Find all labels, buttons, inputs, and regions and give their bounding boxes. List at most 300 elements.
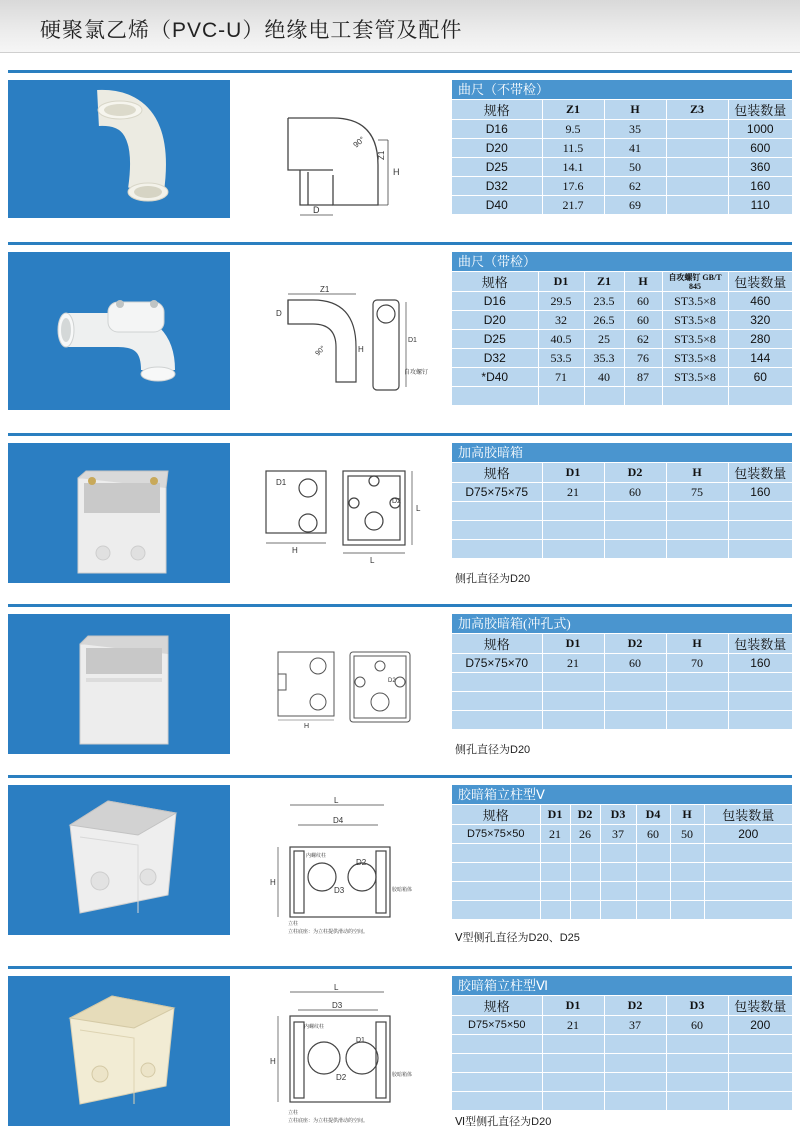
- table-row: [452, 844, 792, 863]
- table-cell: [542, 711, 604, 730]
- drawing-label-pillar-base: 立柱底座：为立柱提供滑动的空间。: [288, 929, 369, 935]
- product-photo-punched-box: [8, 614, 230, 754]
- table-cell: [666, 673, 728, 692]
- table-cell: 60: [604, 483, 666, 502]
- table-cell: 17.6: [542, 177, 604, 196]
- drawing-label-d1: D1: [276, 478, 287, 487]
- table-cell: [670, 882, 704, 901]
- header-cell: H: [604, 100, 666, 120]
- table-row: [452, 1073, 792, 1092]
- technical-drawing-punched-box: [238, 614, 440, 754]
- header-cell: H: [666, 463, 728, 483]
- header-cell: 包装数量: [728, 634, 792, 654]
- table-cell: 62: [624, 330, 662, 349]
- table-cell: 21: [540, 825, 570, 844]
- drawing-label-h: H: [358, 345, 364, 354]
- table-cell: [540, 901, 570, 920]
- drawing-label-angle: 90°: [351, 134, 367, 150]
- table-cell: 76: [624, 349, 662, 368]
- table-cell: [542, 502, 604, 521]
- table-cell: [704, 901, 792, 920]
- table-cell: 460: [728, 292, 792, 311]
- table-cell: D75×75×50: [452, 825, 540, 844]
- table-cell: [604, 1073, 666, 1092]
- header-cell: 包装数量: [728, 272, 792, 292]
- table-row: [452, 825, 792, 844]
- table-cell: [728, 673, 792, 692]
- header-cell: 包装数量: [704, 805, 792, 825]
- header-cell: Z1: [542, 100, 604, 120]
- drawing-label-thread-column: 内螺纹柱: [306, 853, 327, 859]
- table-cell: 40: [584, 368, 624, 387]
- page-title: 硬聚氯乙烯（PVC-U）绝缘电工套管及配件: [40, 19, 463, 42]
- table-cell: [540, 844, 570, 863]
- table-cell: D75×75×70: [452, 654, 542, 673]
- table-cell: 60: [728, 368, 792, 387]
- table-cell: [666, 521, 728, 540]
- table-cell: 320: [728, 311, 792, 330]
- table-cell: [728, 502, 792, 521]
- side-hole-note: 侧孔直径为D20: [455, 744, 531, 756]
- table-row: [452, 292, 792, 311]
- drawing-label-d3: D3: [334, 886, 345, 895]
- header-cell: 规格: [452, 100, 542, 120]
- table-cell: 25: [584, 330, 624, 349]
- product-photo-elbow: [8, 80, 230, 218]
- spec-table-1: [452, 252, 792, 406]
- table-cell: [452, 711, 542, 730]
- header-cell: D3: [600, 805, 636, 825]
- header-cell: D1: [542, 996, 604, 1016]
- header-cell: D2: [604, 463, 666, 483]
- spec-table-0: [452, 80, 792, 215]
- table-cell: [452, 540, 542, 559]
- table-row: [452, 863, 792, 882]
- spec-caption: 加高胶暗箱: [452, 443, 792, 463]
- header-cell: 包装数量: [728, 996, 792, 1016]
- technical-drawing-junction-box: [238, 443, 440, 583]
- header-cell: 规格: [452, 272, 538, 292]
- technical-drawing-inspection-elbow: [238, 252, 440, 410]
- table-cell: ST3.5×8: [662, 330, 728, 349]
- table-row: [452, 1016, 792, 1035]
- table-cell: [604, 1035, 666, 1054]
- table-cell: 200: [728, 1016, 792, 1035]
- header-cell: 规格: [452, 996, 542, 1016]
- technical-drawing-pillar-box-v: [238, 785, 440, 935]
- table-cell: [666, 1073, 728, 1092]
- header-cell: D2: [570, 805, 600, 825]
- table-cell: [704, 863, 792, 882]
- table-cell: [542, 540, 604, 559]
- table-cell: [540, 863, 570, 882]
- table-cell: [728, 387, 792, 406]
- table-cell: [584, 387, 624, 406]
- table-cell: 32: [538, 311, 584, 330]
- header-cell: D2: [604, 634, 666, 654]
- table-cell: [452, 844, 540, 863]
- table-cell: 60: [624, 292, 662, 311]
- table-cell: 35: [604, 120, 666, 139]
- spec-caption: 曲尺（不带检）: [452, 80, 792, 100]
- table-cell: [542, 1035, 604, 1054]
- drawing-label-h: H: [292, 546, 298, 555]
- table-cell: ST3.5×8: [662, 368, 728, 387]
- table-row: [452, 521, 792, 540]
- table-cell: [452, 1035, 542, 1054]
- table-cell: [600, 882, 636, 901]
- table-cell: [570, 882, 600, 901]
- table-row: [452, 100, 792, 120]
- spec-caption: 曲尺（带检）: [452, 252, 792, 272]
- table-cell: D25: [452, 330, 538, 349]
- spec-caption: 胶暗箱立柱型Ⅴ: [452, 785, 792, 805]
- table-row: [452, 901, 792, 920]
- table-row: [452, 177, 792, 196]
- drawing-label-h: H: [393, 167, 400, 177]
- table-cell: 69: [604, 196, 666, 215]
- table-cell: 50: [670, 825, 704, 844]
- table-cell: 37: [604, 1016, 666, 1035]
- header-cell: 规格: [452, 463, 542, 483]
- table-cell: [600, 844, 636, 863]
- table-cell: [704, 844, 792, 863]
- header-cell: 包装数量: [728, 463, 792, 483]
- table-row: [452, 330, 792, 349]
- header-cell: 规格: [452, 805, 540, 825]
- table-cell: 60: [624, 311, 662, 330]
- table-cell: [666, 158, 728, 177]
- table-cell: [542, 1054, 604, 1073]
- product-photo-inspection-elbow: [8, 252, 230, 410]
- table-cell: [542, 1092, 604, 1111]
- table-cell: 53.5: [538, 349, 584, 368]
- table-cell: D40: [452, 196, 542, 215]
- table-row: [452, 1035, 792, 1054]
- header-cell: Z1: [584, 272, 624, 292]
- table-row: [452, 387, 792, 406]
- table-cell: [604, 1054, 666, 1073]
- drawing-label-d2: D2: [356, 858, 367, 867]
- spec-caption: 胶暗箱立柱型Ⅵ: [452, 976, 792, 996]
- table-cell: 60: [666, 1016, 728, 1035]
- table-cell: [452, 901, 540, 920]
- drawing-label-d2: D2: [392, 498, 401, 505]
- drawing-label-pillar: 立柱: [288, 921, 299, 927]
- drawing-label-l: L: [334, 796, 339, 805]
- table-row: [452, 996, 792, 1016]
- table-cell: D20: [452, 139, 542, 158]
- table-cell: [452, 882, 540, 901]
- table-cell: 21: [542, 483, 604, 502]
- table-cell: [728, 711, 792, 730]
- page-header: [0, 0, 800, 53]
- drawing-label-d3: D3: [332, 1001, 343, 1010]
- table-cell: [452, 1073, 542, 1092]
- table-cell: D32: [452, 349, 538, 368]
- drawing-label-screw: 自攻螺钉: [404, 369, 429, 376]
- table-cell: [666, 711, 728, 730]
- table-cell: [666, 1092, 728, 1111]
- table-cell: 26.5: [584, 311, 624, 330]
- section-divider: [8, 966, 792, 969]
- table-cell: [452, 692, 542, 711]
- drawing-label-box-body: 胶暗箱体: [392, 887, 413, 893]
- technical-drawing-pillar-box-vi: [238, 976, 440, 1126]
- table-cell: [728, 1092, 792, 1111]
- table-cell: D75×75×50: [452, 1016, 542, 1035]
- table-cell: [542, 692, 604, 711]
- table-cell: 160: [728, 654, 792, 673]
- table-row: [452, 463, 792, 483]
- table-cell: [604, 673, 666, 692]
- table-cell: 71: [538, 368, 584, 387]
- table-row: [452, 272, 792, 292]
- table-cell: ST3.5×8: [662, 349, 728, 368]
- header-cell: 规格: [452, 634, 542, 654]
- table-cell: 9.5: [542, 120, 604, 139]
- header-cell: D1: [542, 463, 604, 483]
- table-cell: 87: [624, 368, 662, 387]
- drawing-label-thread-column: 内螺纹柱: [304, 1024, 325, 1030]
- table-cell: 29.5: [538, 292, 584, 311]
- table-cell: 160: [728, 483, 792, 502]
- table-cell: [604, 540, 666, 559]
- table-cell: D16: [452, 292, 538, 311]
- table-cell: [670, 844, 704, 863]
- table-row: [452, 158, 792, 177]
- spec-table-5: [452, 976, 792, 1111]
- table-cell: [728, 1054, 792, 1073]
- table-cell: [666, 196, 728, 215]
- table-cell: 35.3: [584, 349, 624, 368]
- spec-table-4: [452, 785, 792, 920]
- table-cell: [636, 844, 670, 863]
- drawing-label-z1: Z1: [377, 150, 386, 160]
- table-row: [452, 1054, 792, 1073]
- drawing-label-d1: D1: [408, 337, 417, 344]
- table-cell: [728, 692, 792, 711]
- table-cell: [452, 521, 542, 540]
- table-cell: [728, 1035, 792, 1054]
- table-cell: [604, 521, 666, 540]
- table-row: [452, 1092, 792, 1111]
- table-cell: 21: [542, 654, 604, 673]
- drawing-label-pillar: 立柱: [288, 1110, 299, 1116]
- drawing-label-z1: Z1: [320, 285, 330, 294]
- header-cell: H: [670, 805, 704, 825]
- header-cell: H: [666, 634, 728, 654]
- table-cell: 200: [704, 825, 792, 844]
- table-row: [452, 196, 792, 215]
- drawing-label-d: D: [276, 309, 282, 318]
- drawing-label-d2: D2: [388, 678, 396, 684]
- table-cell: [666, 540, 728, 559]
- header-cell: D4: [636, 805, 670, 825]
- table-cell: 60: [604, 654, 666, 673]
- header-cell: D1: [538, 272, 584, 292]
- drawing-label-d: D: [313, 205, 320, 215]
- table-cell: [542, 1073, 604, 1092]
- table-cell: 70: [666, 654, 728, 673]
- product-photo-pillar-box-v: [8, 785, 230, 935]
- table-cell: [666, 139, 728, 158]
- table-cell: 41: [604, 139, 666, 158]
- spec-table-3: [452, 614, 792, 730]
- table-cell: D25: [452, 158, 542, 177]
- table-cell: [452, 1092, 542, 1111]
- table-cell: 40.5: [538, 330, 584, 349]
- table-cell: 14.1: [542, 158, 604, 177]
- table-cell: 600: [728, 139, 792, 158]
- table-cell: [636, 882, 670, 901]
- table-cell: ST3.5×8: [662, 292, 728, 311]
- table-cell: 360: [728, 158, 792, 177]
- table-cell: [666, 1054, 728, 1073]
- table-cell: [600, 901, 636, 920]
- table-row: [452, 540, 792, 559]
- table-row: [452, 692, 792, 711]
- table-cell: 26: [570, 825, 600, 844]
- table-cell: [666, 120, 728, 139]
- table-cell: [670, 901, 704, 920]
- table-cell: 37: [600, 825, 636, 844]
- header-cell: D1: [540, 805, 570, 825]
- table-cell: 160: [728, 177, 792, 196]
- table-cell: 144: [728, 349, 792, 368]
- drawing-label-l: L: [334, 983, 339, 992]
- drawing-label-d1: D1: [356, 1037, 365, 1044]
- table-cell: 280: [728, 330, 792, 349]
- section-divider: [8, 604, 792, 607]
- table-cell: 50: [604, 158, 666, 177]
- table-cell: [570, 844, 600, 863]
- table-row: [452, 311, 792, 330]
- table-row: [452, 654, 792, 673]
- table-cell: 21.7: [542, 196, 604, 215]
- drawing-label-l-bottom: L: [370, 556, 375, 565]
- table-row: [452, 368, 792, 387]
- drawing-label-h: H: [304, 723, 310, 730]
- table-row: [452, 349, 792, 368]
- table-cell: [600, 863, 636, 882]
- table-cell: 21: [542, 1016, 604, 1035]
- table-cell: [604, 502, 666, 521]
- drawing-label-d2: D2: [336, 1073, 347, 1082]
- table-row: [452, 120, 792, 139]
- side-hole-note: Ⅴ型侧孔直径为D20、D25: [455, 932, 580, 944]
- table-cell: [542, 673, 604, 692]
- table-cell: D20: [452, 311, 538, 330]
- table-cell: [604, 692, 666, 711]
- header-cell: D3: [666, 996, 728, 1016]
- technical-drawing-elbow: [238, 80, 440, 218]
- product-photo-pillar-box-vi: [8, 976, 230, 1126]
- table-row: [452, 502, 792, 521]
- table-cell: [728, 540, 792, 559]
- table-cell: [452, 502, 542, 521]
- section-divider: [8, 433, 792, 436]
- table-cell: ST3.5×8: [662, 311, 728, 330]
- table-cell: *D40: [452, 368, 538, 387]
- table-row: [452, 483, 792, 502]
- spec-table-2: [452, 443, 792, 559]
- table-cell: [662, 387, 728, 406]
- table-cell: [542, 521, 604, 540]
- table-cell: [452, 863, 540, 882]
- drawing-label-l-side: L: [416, 504, 421, 513]
- header-cell: D1: [542, 634, 604, 654]
- table-cell: D16: [452, 120, 542, 139]
- table-cell: [540, 882, 570, 901]
- table-cell: [666, 502, 728, 521]
- table-cell: [666, 692, 728, 711]
- table-row: [452, 673, 792, 692]
- table-row: [452, 805, 792, 825]
- table-cell: [666, 177, 728, 196]
- header-cell: 包装数量: [728, 100, 792, 120]
- table-cell: D32: [452, 177, 542, 196]
- header-cell: Z3: [666, 100, 728, 120]
- table-cell: [704, 882, 792, 901]
- drawing-label-pillar-base: 立柱底座：为立柱提供滑动的空间。: [288, 1118, 369, 1124]
- product-photo-junction-box: [8, 443, 230, 583]
- table-cell: [604, 1092, 666, 1111]
- table-cell: 62: [604, 177, 666, 196]
- table-cell: D75×75×75: [452, 483, 542, 502]
- header-cell: 自攻螺钉 GB/T 845: [662, 272, 728, 292]
- table-cell: 75: [666, 483, 728, 502]
- table-cell: 60: [636, 825, 670, 844]
- header-cell: H: [624, 272, 662, 292]
- table-cell: [452, 387, 538, 406]
- table-row: [452, 882, 792, 901]
- table-cell: [666, 1035, 728, 1054]
- table-cell: 1000: [728, 120, 792, 139]
- table-cell: [570, 863, 600, 882]
- drawing-label-h: H: [270, 878, 276, 887]
- table-cell: [624, 387, 662, 406]
- section-divider: [8, 775, 792, 778]
- table-cell: [670, 863, 704, 882]
- table-row: [452, 711, 792, 730]
- drawing-label-h: H: [270, 1057, 276, 1066]
- drawing-label-angle: 90°: [314, 344, 327, 358]
- drawing-label-d4: D4: [333, 816, 344, 825]
- table-cell: [452, 673, 542, 692]
- table-cell: [728, 521, 792, 540]
- table-cell: [728, 1073, 792, 1092]
- drawing-label-box-body: 胶暗箱体: [392, 1072, 413, 1078]
- table-cell: 11.5: [542, 139, 604, 158]
- table-cell: [452, 1054, 542, 1073]
- side-hole-note: Ⅵ型侧孔直径为D20: [455, 1116, 552, 1128]
- table-cell: [570, 901, 600, 920]
- table-cell: [604, 711, 666, 730]
- header-cell: D2: [604, 996, 666, 1016]
- side-hole-note: 侧孔直径为D20: [455, 573, 531, 585]
- spec-caption: 加高胶暗箱(冲孔式): [452, 614, 792, 634]
- section-divider: [8, 242, 792, 245]
- table-cell: 110: [728, 196, 792, 215]
- table-row: [452, 139, 792, 158]
- table-row: [452, 634, 792, 654]
- table-cell: [538, 387, 584, 406]
- table-cell: [636, 863, 670, 882]
- table-cell: [636, 901, 670, 920]
- section-divider: [8, 70, 792, 73]
- table-cell: 23.5: [584, 292, 624, 311]
